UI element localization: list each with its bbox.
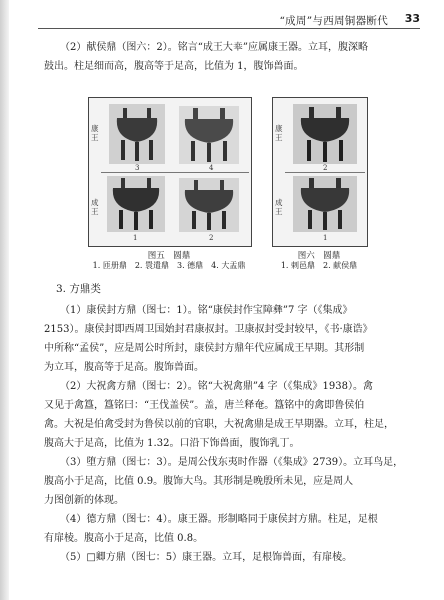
row-label-chengwang: 成 王 (275, 198, 283, 216)
figure-5-plate (88, 97, 252, 269)
ding-photo (109, 104, 165, 164)
figure-6-plate (272, 97, 368, 269)
intro-paragraph (44, 38, 420, 76)
round-ding-vessel (179, 178, 239, 232)
figure-6-photo-frame (272, 97, 368, 247)
page-number: 33 (404, 12, 420, 25)
photo-number: 3 (135, 164, 140, 172)
round-ding-vessel (293, 104, 357, 164)
round-ding-vessel (109, 104, 165, 164)
text-line: 鼓出。柱足细而高，腹高等于足高，比值为 1，腹饰兽面。 (44, 61, 304, 72)
page-gutter-shadow (0, 0, 9, 600)
text-line: 2153）。康侯封即西周卫国始封君康叔封。卫康叔封受封较早，《书·康诰》 (44, 324, 373, 335)
photo-number: 1 (133, 234, 138, 242)
round-ding-vessel (179, 106, 239, 164)
photo-number: 2 (209, 234, 214, 242)
text-line: 又见于禽簋，簋铭曰：“王伐盖侯”。盖，唐兰释奄。簋铭中的禽即鲁侯伯 (44, 400, 365, 411)
text-line: 腹高小于足高，比值 0.9。腹饰大鸟。其形制是晚殷所未见，应是周人 (44, 476, 354, 487)
text-line: （2）大祝禽方鼎（图七：2）。铭“大祝禽鼎”4 字（《集成》1938）。禽 (60, 381, 373, 392)
text-line: 腹高大于足高，比值为 1.32。口沿下饰兽面，腹饰乳丁。 (44, 438, 300, 449)
figure-5-subtitle: 1. 匝册鼎 2. 睘遣鼎 3. 德鼎 4. 大盂鼎 (92, 261, 246, 270)
text-line: 禽。大祝是伯禽受封为鲁侯以前的官职，大祝禽鼎是成王早期器。立耳，柱足， (44, 419, 394, 430)
photo-number: 1 (323, 234, 328, 242)
text-line: 力图创新的体现。 (44, 495, 124, 506)
section-heading: 3. 方鼎类 (56, 283, 101, 295)
text-line: （4）德方鼎（图七：4）。康王器。形制略同于康侯封方鼎。柱足，足根 (60, 514, 378, 525)
round-ding-vessel (107, 176, 165, 232)
figure-6-subtitle: 1. 剌邑鼎 2. 献侯鼎 (280, 261, 358, 270)
text-line: 中所称“孟侯”，应是周公时所封，康侯封方鼎年代应属成王早期。其形制 (44, 343, 365, 354)
running-title: “成周”与西周铜器断代 (279, 15, 388, 27)
photo-number: 4 (209, 164, 214, 172)
figure-5-title: 图五 圆鼎 (147, 251, 191, 261)
running-header (38, 11, 420, 29)
text-line: （3）堕方鼎（图七：3）。是周公伐东夷时作器（《集成》2739）。立耳鸟足， (60, 457, 404, 468)
row-label-kangwang: 康 王 (275, 124, 283, 142)
row-divider (285, 172, 365, 173)
body-text (44, 301, 420, 567)
ding-photo (293, 176, 357, 232)
ding-photo (179, 178, 239, 232)
round-ding-vessel (293, 176, 357, 232)
row-divider (101, 172, 249, 173)
ding-photo (293, 104, 357, 164)
text-line: （5）□卿方鼎（图七：5）康王器。立耳，足根饰兽面，有扉棱。 (60, 552, 353, 563)
text-line: 为立耳，腹高等于足高。腹饰兽面。 (44, 362, 204, 373)
row-label-kangwang: 康 王 (91, 124, 99, 142)
figure-5-photo-frame (88, 97, 252, 247)
ding-photo (179, 106, 239, 164)
row-label-chengwang: 成 王 (91, 198, 99, 216)
figure-6-title: 图六 圆鼎 (297, 251, 341, 261)
text-line: 有扉棱。腹高小于足高，比值 0.8。 (44, 533, 204, 544)
photo-number: 2 (323, 164, 328, 172)
ding-photo (107, 176, 165, 232)
text-line: （2）献侯鼎（图六：2）。铭言“成王大𠦪”应属康王器。立耳，腹深略 (60, 42, 368, 53)
text-line: （1）康侯封方鼎（图七：1）。铭“康侯封作宝障彝”7 字（《集成》 (60, 305, 353, 316)
